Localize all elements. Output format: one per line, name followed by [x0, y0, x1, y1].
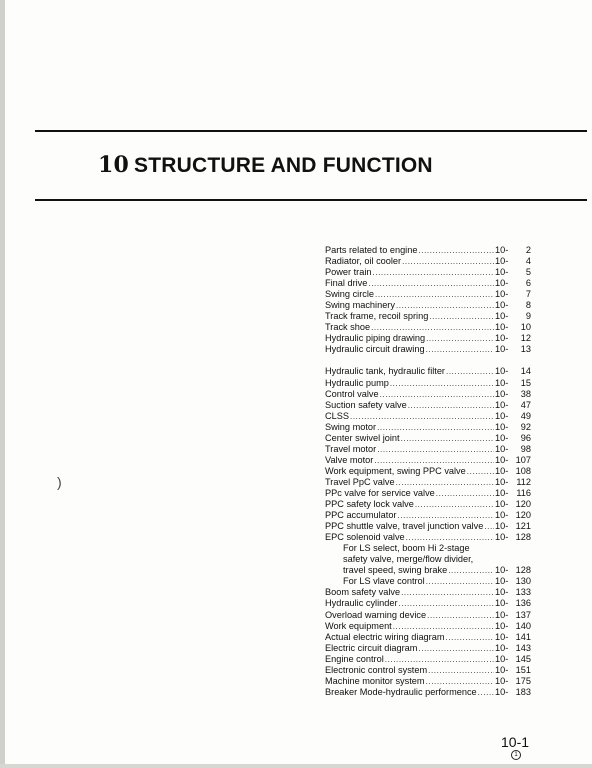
toc-entry [325, 333, 531, 344]
toc-entry-label: Valve motor [325, 454, 374, 465]
toc-entry-label: safety valve, merge/flow divider, [343, 554, 474, 565]
table-of-contents [325, 245, 531, 698]
toc-entry [325, 610, 531, 621]
toc-entry-label: Electric circuit diagram [325, 642, 418, 653]
toc-entry-section: 10- [495, 421, 509, 432]
toc-entry [325, 665, 531, 676]
dot-leader [398, 510, 495, 521]
toc-entry-section: 10- [495, 576, 509, 587]
dot-leader [372, 267, 494, 278]
toc-entry-page: 183 [515, 686, 531, 697]
toc-entry [325, 466, 531, 477]
revision-mark: 1 [511, 750, 521, 760]
toc-entry-page: 96 [520, 432, 531, 443]
toc-entry-section: 10- [495, 653, 509, 664]
toc-entry-section: 10- [495, 432, 509, 443]
toc-entry-page: 10 [520, 322, 531, 333]
toc-entry-page: 13 [520, 344, 531, 355]
toc-entry-section: 10- [495, 476, 509, 487]
toc-entry-section: 10- [495, 289, 509, 300]
toc-entry [325, 411, 531, 422]
toc-entry-page: 121 [515, 521, 531, 532]
dot-leader [390, 378, 494, 389]
toc-entry [325, 632, 531, 643]
toc-entry [325, 654, 531, 665]
toc-entry-page: 38 [520, 388, 531, 399]
page-number: 10-1 [501, 734, 530, 750]
toc-entry-page: 140 [515, 620, 531, 631]
toc-entry-label: PPc valve for service valve [325, 487, 435, 498]
toc-entry-label: EPC solenoid valve [325, 532, 405, 543]
toc-entry [325, 687, 531, 698]
dot-leader [467, 466, 494, 477]
toc-entry-page: 2 [525, 245, 531, 255]
dot-leader [393, 621, 494, 632]
toc-entry-page: 112 [516, 476, 531, 487]
toc-entry-section: 10- [495, 300, 509, 311]
toc-entry-label: Work equipment, swing PPC valve [325, 465, 466, 476]
toc-entry [325, 510, 531, 521]
toc-entry [325, 532, 531, 543]
toc-entry-label: travel speed, swing brake [343, 565, 448, 576]
dot-leader [380, 389, 494, 400]
toc-entry-section: 10- [495, 631, 509, 642]
dot-leader [350, 411, 494, 422]
toc-entry-section: 10- [495, 344, 509, 355]
toc-entry [325, 322, 531, 333]
scan-mark: ) [57, 474, 62, 490]
toc-entry [325, 477, 531, 488]
toc-entry-label: Work equipment [325, 620, 392, 631]
toc-entry-label: Breaker Mode-hydraulic performence [325, 686, 477, 697]
toc-entry-label: Suction safety valve [325, 399, 407, 410]
toc-entry [325, 587, 531, 598]
toc-entry-page: 15 [520, 377, 531, 388]
dot-leader [396, 300, 494, 311]
toc-entry [325, 289, 531, 300]
toc-entry-label: For LS vlave control [343, 576, 425, 587]
dot-leader [406, 532, 494, 543]
toc-entry-page: 120 [515, 499, 531, 510]
toc-entry [325, 278, 531, 289]
dot-leader [377, 422, 494, 433]
toc-entry-page: 92 [520, 421, 531, 432]
dot-leader [399, 598, 494, 609]
toc-entry-label: Travel PpC valve [325, 476, 395, 487]
chapter-number: 10 [98, 152, 130, 178]
dot-leader [426, 676, 494, 687]
toc-entry-label: Hydraulic tank, hydraulic filter [325, 366, 445, 377]
toc-entry-page: 6 [525, 278, 531, 289]
toc-entry-section: 10- [495, 465, 509, 476]
toc-entry [325, 554, 531, 565]
toc-entry-page: 9 [525, 311, 531, 322]
toc-entry [325, 389, 531, 400]
toc-entry-section: 10- [495, 377, 509, 388]
toc-entry-section: 10- [495, 521, 509, 532]
toc-entry-label: Hydraulic piping drawing [325, 333, 426, 344]
toc-entry [325, 621, 531, 632]
toc-entry-page: 5 [525, 267, 531, 278]
dot-leader [429, 311, 494, 322]
toc-entry-page: 107 [515, 454, 531, 465]
dot-leader [374, 455, 494, 466]
toc-entry-section: 10- [495, 532, 509, 543]
toc-entry-label: Travel motor [325, 443, 377, 454]
toc-entry-label: Center swivel joint [325, 432, 400, 443]
toc-entry-section: 10- [495, 510, 509, 521]
toc-entry-page: 116 [516, 487, 531, 498]
dot-leader [446, 366, 494, 377]
toc-entry-page: 136 [515, 598, 531, 609]
toc-entry-label: Parts related to engine [325, 245, 418, 255]
toc-entry [325, 344, 531, 355]
toc-entry [325, 521, 531, 532]
toc-entry-label: Swing machinery [325, 300, 395, 311]
toc-entry-page: 143 [515, 642, 531, 653]
toc-entry-section: 10- [495, 487, 509, 498]
dot-leader [377, 444, 494, 455]
toc-entry-page: 4 [525, 256, 531, 267]
toc-entry [325, 433, 531, 444]
toc-entry [325, 256, 531, 267]
toc-entry [325, 543, 531, 554]
dot-leader [401, 587, 494, 598]
toc-entry [325, 267, 531, 278]
toc-entry-page: 49 [520, 410, 531, 421]
toc-entry [325, 576, 531, 587]
toc-entry-page: 130 [515, 576, 531, 587]
toc-entry-label: Overload warning device [325, 609, 427, 620]
dot-leader [427, 610, 494, 621]
dot-leader [426, 333, 494, 344]
toc-entry-label: PPC shuttle valve, travel junction valve [325, 521, 484, 532]
toc-entry [325, 245, 531, 256]
dot-leader [371, 322, 494, 333]
toc-entry-section: 10- [495, 598, 509, 609]
toc-entry-section: 10- [495, 642, 509, 653]
toc-entry-page: 141 [515, 631, 531, 642]
toc-entry [325, 400, 531, 411]
toc-entry [325, 444, 531, 455]
toc-entry [325, 499, 531, 510]
toc-entry-section: 10- [495, 366, 509, 377]
toc-entry [325, 378, 531, 389]
toc-entry-label: Swing circle [325, 289, 375, 300]
toc-entry-section: 10- [495, 686, 509, 697]
toc-entry-label: Swing motor [325, 421, 377, 432]
toc-entry-label: Control valve [325, 388, 379, 399]
toc-entry-section: 10- [495, 399, 509, 410]
toc-entry-section: 10- [495, 278, 509, 289]
toc-entry-section: 10- [495, 620, 509, 631]
dot-leader [368, 278, 494, 289]
toc-entry-section: 10- [495, 256, 509, 267]
toc-entry-page: 137 [515, 609, 531, 620]
dot-leader [426, 344, 494, 355]
toc-entry-page: 151 [515, 664, 531, 675]
toc-entry-label: PPC accumulator [325, 510, 397, 521]
toc-entry-page: 128 [515, 565, 531, 576]
page-edge-shadow [0, 0, 5, 768]
dot-leader [375, 289, 494, 300]
toc-entry-section: 10- [495, 675, 509, 686]
dot-leader [478, 687, 494, 698]
toc-entry-label: CLSS [325, 410, 350, 421]
toc-entry [325, 300, 531, 311]
toc-entry-label: Boom safety valve [325, 587, 401, 598]
dot-leader [402, 256, 494, 267]
toc-entry-section: 10- [495, 454, 509, 465]
toc-entry-section: 10- [495, 587, 509, 598]
toc-entry-label: Final drive [325, 278, 368, 289]
toc-entry-page: 108 [515, 465, 531, 476]
toc-entry-label: Hydraulic circuit drawing [325, 344, 425, 355]
toc-entry [325, 422, 531, 433]
toc-entry-label: Radiator, oil cooler [325, 256, 402, 267]
dot-leader [418, 643, 494, 654]
toc-entry [325, 311, 531, 322]
toc-entry [325, 366, 531, 377]
toc-entry-label: Actual electric wiring diagram [325, 631, 445, 642]
dot-leader [396, 477, 494, 488]
toc-entry [325, 676, 531, 687]
toc-entry-label: Track shoe [325, 322, 371, 333]
toc-entry [325, 598, 531, 609]
toc-entry-page: 145 [515, 653, 531, 664]
toc-entry-section: 10- [495, 410, 509, 421]
toc-entry-label: Track frame, recoil spring [325, 311, 429, 322]
toc-entry-page: 47 [520, 399, 531, 410]
toc-entry-page: 128 [515, 532, 531, 543]
toc-entry-page: 12 [520, 333, 531, 344]
toc-entry-label: Hydraulic pump [325, 377, 389, 388]
toc-entry-page: 98 [520, 443, 531, 454]
dot-leader [415, 499, 494, 510]
toc-entry [325, 488, 531, 499]
toc-entry-section: 10- [495, 565, 509, 576]
toc-entry-label: For LS select, boom Hi 2-stage [343, 543, 470, 554]
toc-entry-label: Machine monitor system [325, 675, 425, 686]
toc-entry-section: 10- [495, 664, 509, 675]
toc-entry-page: 8 [525, 300, 531, 311]
chapter-title-text: STRUCTURE AND FUNCTION [134, 154, 433, 177]
toc-entry-section: 10- [495, 609, 509, 620]
dot-leader [385, 654, 494, 665]
dot-leader [401, 433, 494, 444]
toc-entry-page: 7 [525, 289, 531, 300]
dot-leader [426, 576, 494, 587]
toc-entry-label: Power train [325, 267, 372, 278]
toc-entry-page: 120 [515, 510, 531, 521]
dot-leader [408, 400, 494, 411]
toc-entry [325, 643, 531, 654]
toc-entry-label: PPC safety lock valve [325, 499, 414, 510]
toc-entry-section: 10- [495, 388, 509, 399]
toc-entry-section: 10- [495, 245, 509, 255]
toc-entry [325, 565, 531, 576]
chapter-title [98, 152, 433, 178]
toc-entry-section: 10- [495, 499, 509, 510]
page-bottom-edge [0, 764, 592, 768]
dot-leader [445, 632, 494, 643]
toc-entry [325, 455, 531, 466]
header-rule-top [35, 130, 587, 132]
toc-entry-section: 10- [495, 443, 509, 454]
dot-leader [484, 521, 494, 532]
dot-leader [428, 665, 494, 676]
dot-leader [448, 565, 494, 576]
dot-leader [436, 488, 494, 499]
toc-entry-page: 175 [515, 675, 531, 686]
toc-entry-label: Hydraulic cylinder [325, 598, 398, 609]
toc-entry-page: 14 [520, 366, 531, 377]
toc-entry-section: 10- [495, 311, 509, 322]
toc-entry-section: 10- [495, 333, 509, 344]
dot-leader [418, 245, 494, 256]
toc-entry-page: 133 [515, 587, 531, 598]
toc-entry-label: Engine control [325, 653, 384, 664]
toc-entry-section: 10- [495, 322, 509, 333]
header-rule-bottom [35, 199, 587, 201]
toc-entry-label: Electronic control system [325, 664, 428, 675]
toc-entry-section: 10- [495, 267, 509, 278]
